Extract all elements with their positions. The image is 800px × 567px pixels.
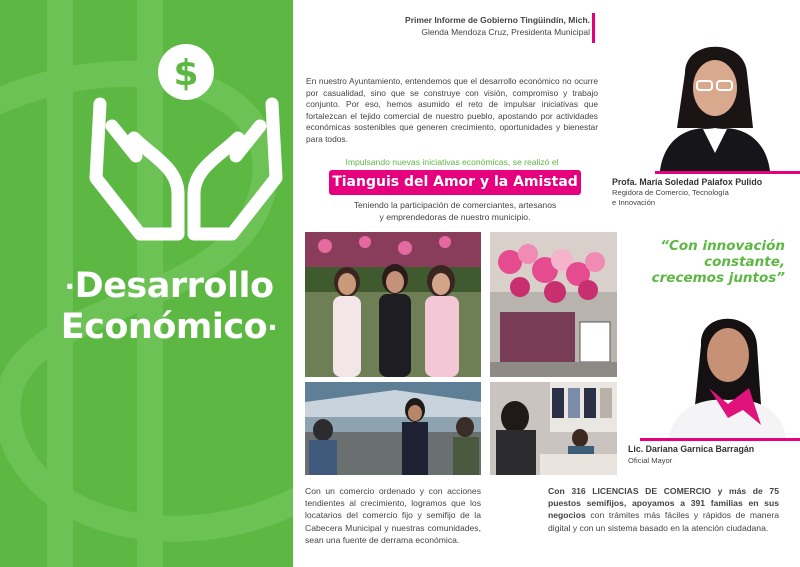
person-role-oficial-mayor: Oficial Mayor: [628, 456, 673, 465]
president-name: Glenda Mendoza Cruz, Presidenta Municipal: [421, 27, 590, 37]
portrait-oficial-mayor: [665, 300, 790, 438]
licenses-highlight: Con 316 LICENCIAS DE COMERCIO y más de 75 puestos semifijos, apoyamos a 391 familias en sus negocios: [548, 486, 779, 521]
portrait-regidora: [655, 33, 775, 171]
pull-quote-line2: crecemos juntos”: [651, 270, 785, 286]
section-title-line2: Económico: [60, 307, 268, 347]
person-name-oficial-mayor: Lic. Dariana Garnica Barragán: [628, 444, 755, 454]
event-photo-market-street: [305, 382, 481, 475]
event-photo-clothing-shop: [490, 382, 617, 475]
report-header: [300, 14, 590, 38]
bottom-right-rest: con trámites más fáciles y rápidos de manera digital y con un sistema basado en la atención ciudadana.: [548, 510, 779, 533]
pull-quote: [585, 238, 785, 286]
hands-holding-coin-icon: [82, 38, 292, 248]
person-role-line1: Regidora de Comercio, Tecnología: [612, 188, 729, 197]
pull-quote-line1: “Con innovación constante,: [660, 238, 785, 270]
section-title-line1: Desarrollo: [74, 266, 274, 306]
portrait-underline-top: [655, 171, 800, 174]
event-subtitle-line1: Teniendo la participación de comerciantes, artesanos: [353, 200, 557, 210]
event-name-banner: Tianguis del Amor y la Amistad: [329, 170, 581, 195]
person-role-regidora: [612, 188, 729, 208]
person-name-regidora: Profa. María Soledad Palafox Pulido: [612, 177, 763, 187]
header-accent-bar: [592, 13, 595, 43]
section-title: ·Desarrollo Económico·: [60, 266, 278, 347]
svg-text:$: $: [173, 53, 199, 94]
event-subtitle: [320, 200, 590, 223]
bottom-left-paragraph: Con un comercio ordenado y con acciones tendientes al crecimiento, logramos que los locatarios del comercio fijo y semifijo de la Cabecera Municipal y nuestras comunidades, sean una fuente de derrama económica.: [305, 486, 481, 545]
event-photo-three-women: [305, 232, 481, 377]
person-role-line2: e Innovación: [612, 198, 656, 207]
event-lead-text: Impulsando nuevas iniciativas económicas, se realizó el: [345, 157, 559, 167]
report-title: Primer Informe de Gobierno Tingüindín, Mich.: [405, 15, 590, 25]
intro-paragraph: En nuestro Ayuntamiento, entendemos que el desarrollo económico no ocurre por casualidad, sino que se construye con visión, compromiso y trabajo conjunto. Por eso, hemos asumido el reto de impulsar iniciativas que fortalezcan el tejido comercial de nuestro pueblo, apostando por actividades económicas sostenibles que generen crecimiento, oportunidades y bienestar para todos.: [306, 76, 598, 144]
portrait-underline-bottom: [640, 438, 800, 441]
left-green-panel: [0, 0, 293, 567]
bottom-right-paragraph: [548, 485, 779, 534]
event-subtitle-line2: y emprendedoras de nuestro municipio.: [379, 211, 531, 222]
